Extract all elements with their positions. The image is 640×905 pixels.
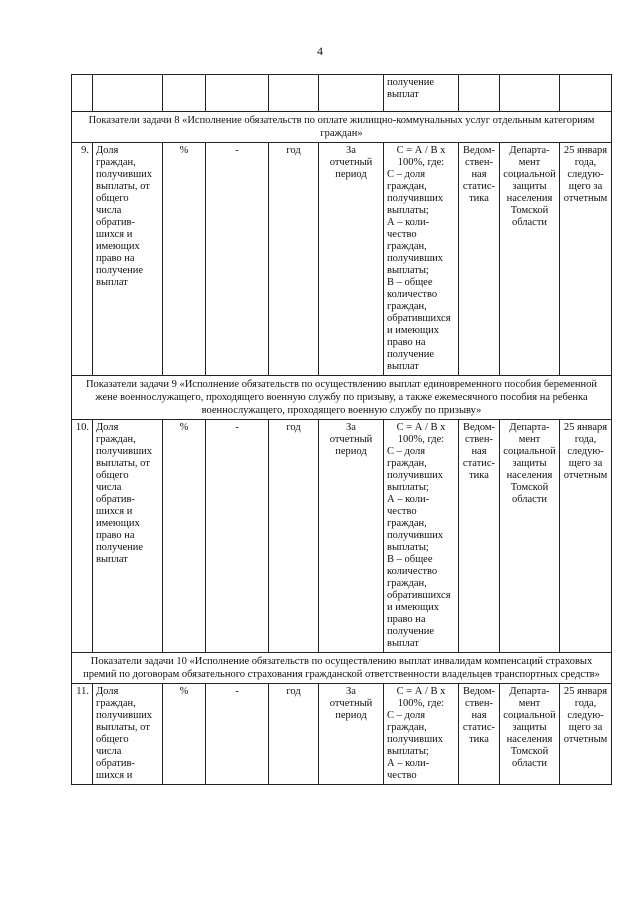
- formula-cell: получение выплат: [384, 75, 459, 112]
- formula-head: С = А / В х 100%, где:: [396, 686, 446, 709]
- term-cell: За отчетный период: [319, 420, 384, 653]
- row-number: 9.: [72, 143, 93, 376]
- deadline-cell: 25 января года, следую- щего за отчетным: [560, 420, 612, 653]
- section-heading: Показатели задачи 9 «Исполнение обязательств по осуществлению выплат единовременного пособия беременной жене военнослужащего, проходящего военную службу по призыву, а также ежемесячного пособия на ребенка военнослужащего, проходящего военную службу по призыву»: [72, 376, 612, 420]
- indicator-row: [72, 684, 612, 785]
- section-heading-row: [72, 112, 612, 143]
- responsible-cell: Департа- мент социальной защиты населения Томской области: [500, 420, 560, 653]
- responsible-cell: Департа- мент социальной защиты населения Томской области: [500, 684, 560, 785]
- term-cell: За отчетный период: [319, 684, 384, 785]
- indicators-table: [71, 74, 612, 785]
- unit-cell: %: [163, 420, 206, 653]
- formula-cell: [384, 143, 459, 376]
- indicator-row: [72, 420, 612, 653]
- cell-empty: [269, 75, 319, 112]
- periodicity-cell: год: [269, 420, 319, 653]
- indicator-name: Доля граждан, получивших выплаты, от общего числа обратив- шихся и имеющих право на получение выплат: [93, 420, 163, 653]
- dash-cell: -: [206, 684, 269, 785]
- row-number: 10.: [72, 420, 93, 653]
- unit-cell: %: [163, 684, 206, 785]
- cell-empty: [500, 75, 560, 112]
- dash-cell: -: [206, 420, 269, 653]
- indicator-name: Доля граждан, получивших выплаты, от общего числа обратив- шихся и имеющих право на получение выплат: [93, 143, 163, 376]
- section-heading: Показатели задачи 10 «Исполнение обязательств по осуществлению выплат инвалидам компенсаций страховых премий по договорам обязательного страхования гражданской ответственности владельцев транспортных средств»: [72, 653, 612, 684]
- page-number: 4: [317, 44, 323, 58]
- periodicity-cell: год: [269, 684, 319, 785]
- formula-head: С = А / В х 100%, где:: [396, 145, 446, 168]
- cell-empty: [319, 75, 384, 112]
- dash-cell: -: [206, 143, 269, 376]
- cell-empty: [560, 75, 612, 112]
- row-number: 11.: [72, 684, 93, 785]
- section-heading-row: [72, 653, 612, 684]
- cell-empty: [206, 75, 269, 112]
- formula-body: С – доля граждан, получивших выплаты; А – коли- чество граждан, получивших выплаты; В – общее количество граждан, обратившихся и имеющих право на получение выплат: [387, 169, 451, 372]
- section-heading: Показатели задачи 8 «Исполнение обязательств по оплате жилищно-коммунальных услуг отдельным категориям граждан»: [72, 112, 612, 143]
- term-cell: За отчетный период: [319, 143, 384, 376]
- formula-cell: [384, 684, 459, 785]
- unit-cell: %: [163, 143, 206, 376]
- deadline-cell: 25 января года, следую- щего за отчетным: [560, 684, 612, 785]
- indicator-name: Доля граждан, получивших выплаты, от общего числа обратив- шихся и: [93, 684, 163, 785]
- deadline-cell: 25 января года, следую- щего за отчетным: [560, 143, 612, 376]
- source-cell: Ведом- ствен- ная статис- тика: [459, 420, 500, 653]
- cell-empty: [72, 75, 93, 112]
- formula-head: С = А / В х 100%, где:: [396, 422, 446, 445]
- continuation-row: [72, 75, 612, 112]
- cell-empty: [459, 75, 500, 112]
- section-heading-row: [72, 376, 612, 420]
- cell-empty: [93, 75, 163, 112]
- cell-empty: [163, 75, 206, 112]
- indicator-row: [72, 143, 612, 376]
- source-cell: Ведом- ствен- ная статис- тика: [459, 684, 500, 785]
- source-cell: Ведом- ствен- ная статис- тика: [459, 143, 500, 376]
- formula-cell: [384, 420, 459, 653]
- formula-body: С – доля граждан, получивших выплаты; А – коли- чество граждан, получивших выплаты; В – общее количество граждан, обратившихся и имеющих право на получение выплат: [387, 446, 451, 649]
- formula-body: С – доля граждан, получивших выплаты; А – коли- чество: [387, 710, 444, 781]
- periodicity-cell: год: [269, 143, 319, 376]
- responsible-cell: Департа- мент социальной защиты населения Томской области: [500, 143, 560, 376]
